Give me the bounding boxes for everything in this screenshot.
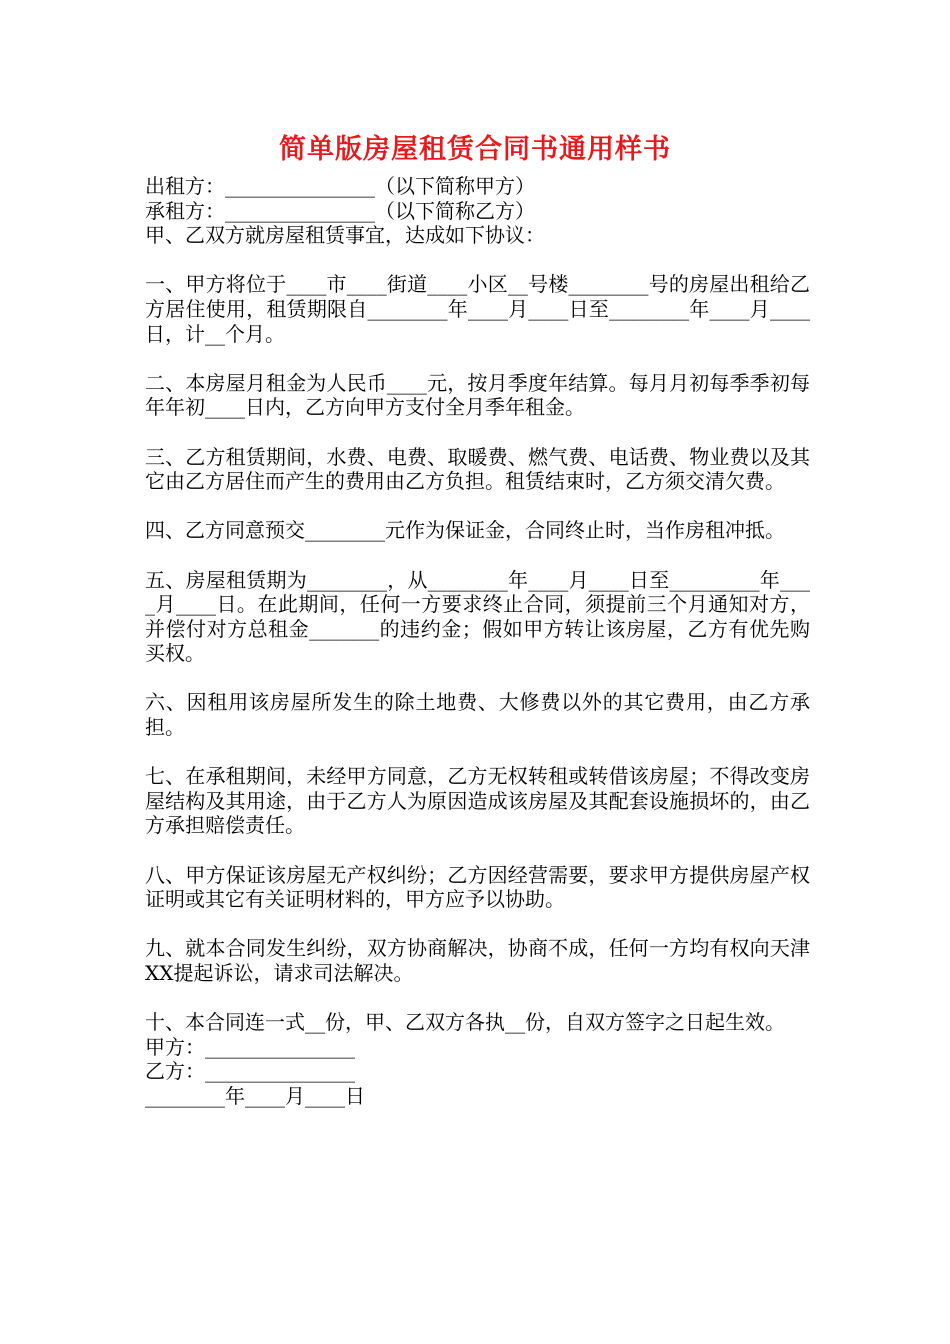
paragraph-gap: [145, 986, 810, 1011]
paragraph-gap: [145, 666, 810, 691]
clause-2: 二、本房屋月租金为人民币____元，按月季度年结算。每月月初每季季初每年年初____日内，乙方向甲方支付全月季年租金。: [145, 370, 810, 420]
paragraph-gap: [145, 838, 810, 863]
document-body: [145, 174, 810, 1109]
agreement-intro: 甲、乙双方就房屋租赁事宜，达成如下协议：: [145, 223, 545, 248]
lessor-line: 出租方：_______________（以下简称甲方）: [145, 174, 535, 198]
paragraph-gap: [145, 248, 810, 273]
clause-4: 四、乙方同意预交________元作为保证金，合同终止时，当作房租冲抵。: [145, 518, 785, 543]
clause-5: 五、房屋租赁期为________，从________年____月____日至_________年____月____日。在此期间，任何一方要求终止合同，须提前三个月通知对方，并偿付对方总租金_______的违约金；假如甲方转让该房屋，乙方有优先购买权。: [145, 567, 810, 666]
signing-date-line: ________年____月____日: [145, 1083, 365, 1108]
clause-6: 六、因租用该房屋所发生的除土地费、大修费以外的其它费用，由乙方承担。: [145, 690, 810, 740]
paragraph-gap: [145, 543, 810, 568]
clause-3: 三、乙方租赁期间，水费、电费、取暖费、燃气费、电话费、物业费以及其它由乙方居住而产生的费用由乙方负担。租赁结束时，乙方须交清欠费。: [145, 444, 810, 494]
clause-7: 七、在承租期间，未经甲方同意，乙方无权转租或转借该房屋；不得改变房屋结构及其用途，由于乙方人为原因造成该房屋及其配套设施损坏的，由乙方承担赔偿责任。: [145, 764, 810, 838]
paragraph-gap: [145, 494, 810, 519]
document-title: 简单版房屋租赁合同书通用样书: [279, 134, 671, 165]
party-a-signature-line: 甲方：_______________: [145, 1034, 355, 1059]
paragraph-gap: [145, 912, 810, 937]
paragraph-gap: [145, 740, 810, 765]
clause-8: 八、甲方保证该房屋无产权纠纷；乙方因经营需要，要求甲方提供房屋产权证明或其它有关证明材料的，甲方应予以协助。: [145, 862, 810, 912]
clause-1: 一、甲方将位于____市____街道____小区__号楼________号的房屋出租给乙方居住使用，租赁期限自________年____月____日至________年____月____日，计__个月。: [145, 272, 810, 346]
paragraph-gap: [145, 420, 810, 445]
paragraph-gap: [145, 346, 810, 371]
party-b-signature-line: 乙方：_______________: [145, 1059, 355, 1084]
clause-9: 九、就本合同发生纠纷，双方协商解决，协商不成，任何一方均有权向天津XX提起诉讼，请求司法解决。: [145, 936, 810, 985]
lessee-line: 承租方：_______________（以下简称乙方）: [145, 198, 535, 223]
clause-10: 十、本合同连一式__份，甲、乙双方各执__份，自双方签字之日起生效。: [145, 1010, 785, 1035]
